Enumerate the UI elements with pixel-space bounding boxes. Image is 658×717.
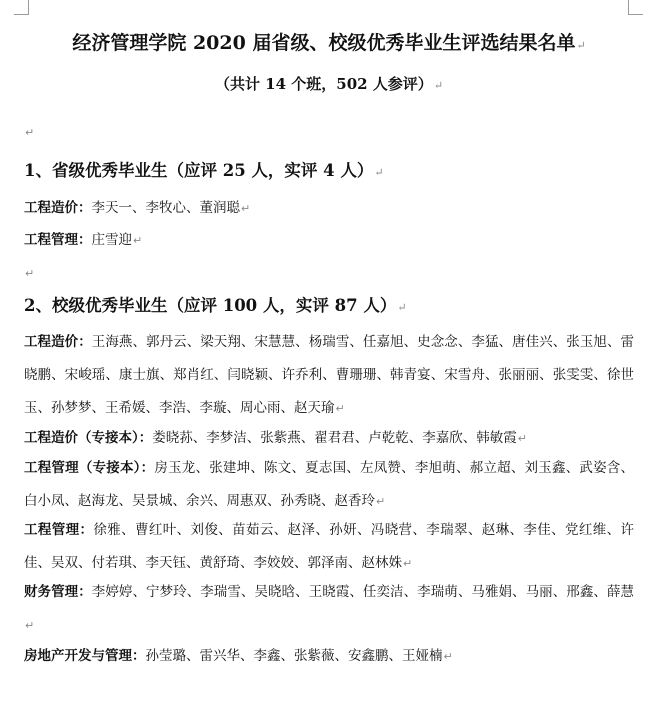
award-group-paragraph xyxy=(24,640,634,673)
crop-mark-top-right xyxy=(628,0,643,15)
paragraph-mark-icon: ↵ xyxy=(517,432,527,445)
major-label: 房地产开发与管理： xyxy=(24,648,146,664)
document-subtitle xyxy=(0,73,658,97)
empty-paragraph xyxy=(24,262,34,281)
paragraph-mark-icon: ↵ xyxy=(403,557,413,570)
paragraph-mark-icon: ↵ xyxy=(433,79,444,92)
major-label: 工程造价： xyxy=(24,200,92,216)
paragraph-mark-icon: ↵ xyxy=(335,402,345,415)
student-names: 李天一、李牧心、董润聪 xyxy=(91,200,240,216)
paragraph-mark-icon: ↵ xyxy=(241,202,251,215)
paragraph-mark-icon: ↵ xyxy=(443,650,453,663)
award-group-paragraph xyxy=(24,422,634,455)
student-names: 李婷婷、宁梦玲、李瑞雪、吴晓晗、王晓霞、任奕洁、李瑞萌、马雅娟、马丽、邢鑫、薛慧 xyxy=(91,584,635,600)
document-title xyxy=(0,30,658,59)
award-group-paragraph xyxy=(24,192,634,225)
paragraph-mark-icon: ↵ xyxy=(25,619,35,632)
award-group-paragraph xyxy=(24,326,634,425)
student-names: 娄晓荪、李梦洁、张紫燕、翟君君、卢乾乾、李嘉欣、韩敏霞 xyxy=(152,430,517,446)
paragraph-mark-icon: ↵ xyxy=(25,126,35,139)
section-heading-text: 2、校级优秀毕业生（应评 100 人，实评 87 人） xyxy=(24,296,397,315)
crop-mark-top-left xyxy=(14,0,29,15)
section-heading-provincial xyxy=(24,160,384,184)
major-label: 工程管理： xyxy=(24,522,94,538)
document-title-text: 经济管理学院 2020 届省级、校级优秀毕业生评选结果名单 xyxy=(72,32,576,54)
student-names: 徐雅、曹红叶、刘俊、苗茹云、赵泽、孙妍、冯晓营、李瑞翠、赵琳、李佳、党红维、许佳、吴双、付若琪、李天钰、黄舒琦、李姣姣、郭泽南、赵林姝 xyxy=(24,522,635,571)
major-label: 工程管理（专接本）： xyxy=(24,460,155,476)
section-heading-school xyxy=(24,295,407,319)
empty-paragraph xyxy=(24,121,34,140)
paragraph-mark-icon: ↵ xyxy=(133,234,143,247)
document-subtitle-text: （共计 14 个班，502 人参评） xyxy=(214,75,433,93)
major-label: 工程管理： xyxy=(24,232,92,248)
paragraph-mark-icon: ↵ xyxy=(397,301,407,314)
major-label: 财务管理： xyxy=(24,584,92,600)
major-label: 工程造价（专接本）： xyxy=(24,430,153,446)
paragraph-mark-icon: ↵ xyxy=(25,267,35,280)
student-names: 房玉龙、张建坤、陈文、夏志国、左凤赞、李旭萌、郝立超、刘玉鑫、武姿含、白小凤、赵海龙、吴景城、余兴、周惠双、孙秀晓、赵香玲 xyxy=(24,460,635,509)
award-group-paragraph xyxy=(24,452,634,518)
award-group-paragraph xyxy=(24,514,634,580)
award-group-paragraph xyxy=(24,576,634,642)
major-label: 工程造价： xyxy=(24,334,92,350)
section-heading-text: 1、省级优秀毕业生（应评 25 人，实评 4 人） xyxy=(24,161,374,180)
paragraph-mark-icon: ↵ xyxy=(576,39,586,52)
student-names: 庄雪迎 xyxy=(91,232,132,248)
paragraph-mark-icon: ↵ xyxy=(374,166,384,179)
student-names: 孙莹璐、雷兴华、李鑫、张紫薇、安鑫鹏、王娅楠 xyxy=(145,648,443,664)
paragraph-mark-icon: ↵ xyxy=(376,495,386,508)
student-names: 王海燕、郭丹云、梁天翔、宋慧慧、杨瑞雪、任嘉旭、史念念、李猛、唐佳兴、张玉旭、雷晓鹏、宋峻瑶、康士旗、郑肖红、闫晓颖、许乔利、曹珊珊、韩青宴、宋雪舟、张丽丽、张雯雯、徐世玉、孙梦梦、王希媛、李浩、李璇、周心雨、赵天瑜 xyxy=(24,334,635,416)
award-group-paragraph xyxy=(24,224,634,257)
